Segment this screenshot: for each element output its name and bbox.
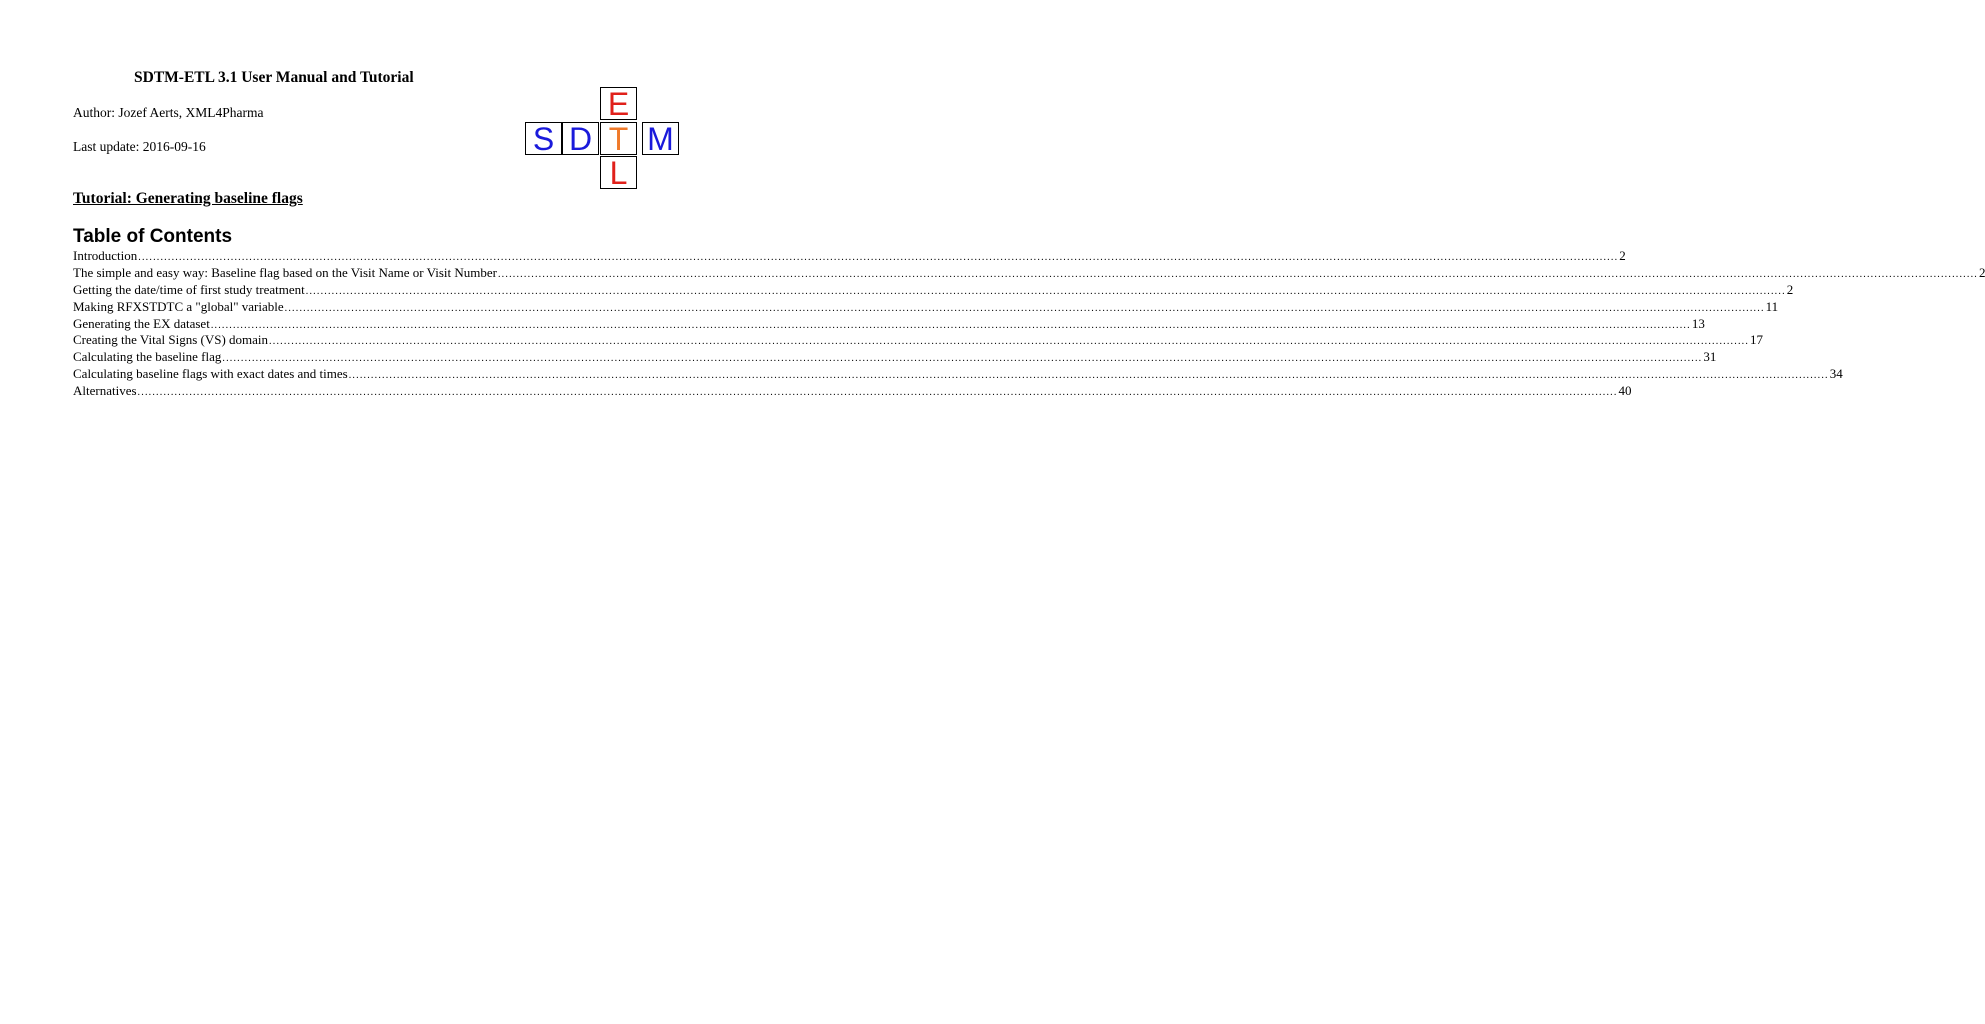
toc-dot-leader: ................................................................................................................................................................................................................................................................................................................................................................................................................ — [305, 285, 1786, 297]
toc-page-number[interactable]: 11 — [1765, 298, 1779, 314]
toc-page-number[interactable]: 13 — [1691, 315, 1705, 331]
sdtm-etl-logo — [0, 0, 768, 200]
toc-entry[interactable] — [73, 332, 1764, 349]
toc-dot-leader: ................................................................................................................................................................................................................................................................................................................................................................................................................ — [210, 319, 1691, 331]
toc-entry-title[interactable]: Alternatives — [73, 383, 137, 399]
toc-entry-title[interactable]: Introduction — [73, 248, 138, 263]
toc-heading: Table of Contents — [73, 226, 233, 247]
toc-page-number[interactable]: 17 — [1750, 332, 1764, 348]
toc-entry[interactable] — [73, 366, 1843, 383]
toc-dot-leader: ................................................................................................................................................................................................................................................................................................................................................................................................................ — [284, 302, 1765, 314]
toc-entry-title[interactable]: Calculating the baseline flag — [73, 349, 222, 365]
toc-entry-title[interactable]: Calculating baseline flags with exact dates and times — [73, 366, 348, 382]
author-line: Author: Jozef Aerts, XML4Pharma — [73, 105, 264, 120]
toc-dot-leader: ................................................................................................................................................................................................................................................................................................................................................................................................................ — [497, 268, 1978, 280]
toc-dot-leader: ................................................................................................................................................................................................................................................................................................................................................................................................................ — [222, 353, 1703, 365]
toc-entry-title[interactable]: Creating the Vital Signs (VS) domain — [73, 332, 269, 348]
toc-entry[interactable] — [73, 248, 1626, 265]
toc-page-number[interactable]: 2 — [1619, 248, 1626, 263]
toc-entry[interactable] — [73, 383, 1632, 400]
toc-page-number[interactable]: 2 — [1978, 264, 1985, 280]
toc-dot-leader: ................................................................................................................................................................................................................................................................................................................................................................................................................ — [348, 370, 1829, 382]
toc-page-number[interactable]: 34 — [1829, 366, 1843, 382]
toc-dot-leader: ................................................................................................................................................................................................................................................................................................................................................................................................................ — [269, 336, 1750, 348]
logo-letter-s: S — [525, 122, 562, 155]
toc-entry-title[interactable]: Getting the date/time of first study treatment — [73, 281, 305, 297]
tutorial-heading: Tutorial: Generating baseline flags — [73, 190, 303, 207]
toc-entry[interactable] — [73, 315, 1705, 333]
document-title: SDTM-ETL 3.1 User Manual and Tutorial — [134, 69, 414, 86]
logo-letter-t: T — [600, 122, 637, 155]
toc-entry[interactable] — [73, 264, 1985, 282]
toc-entry-title[interactable]: Generating the EX dataset — [73, 315, 210, 331]
toc-entry-title[interactable]: Making RFXSTDTC a "global" variable — [73, 298, 284, 314]
toc-entry[interactable] — [73, 298, 1779, 316]
toc-dot-leader: ................................................................................................................................................................................................................................................................................................................................................................................................................ — [138, 252, 1619, 263]
toc-entry[interactable] — [73, 349, 1717, 366]
toc-dot-leader: ................................................................................................................................................................................................................................................................................................................................................................................................................ — [137, 387, 1618, 399]
last-update-line: Last update: 2016-09-16 — [73, 139, 206, 154]
logo-letter-m: M — [642, 122, 679, 155]
logo-letter-e: E — [600, 87, 637, 120]
toc-entry-title[interactable]: The simple and easy way: Baseline flag based on the Visit Name or Visit Number — [73, 264, 497, 280]
table-of-contents — [73, 248, 1985, 400]
logo-letter-l: L — [600, 156, 637, 189]
toc-entry[interactable] — [73, 281, 1794, 299]
toc-page-number[interactable]: 40 — [1618, 383, 1632, 399]
logo-letter-d: D — [562, 122, 599, 155]
toc-page-number[interactable]: 31 — [1703, 349, 1717, 365]
toc-page-number[interactable]: 2 — [1786, 281, 1794, 297]
